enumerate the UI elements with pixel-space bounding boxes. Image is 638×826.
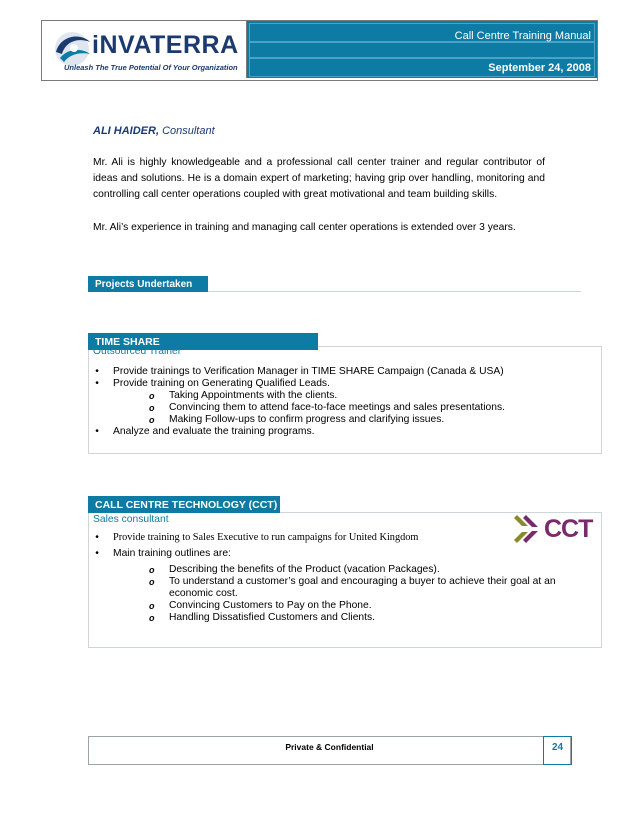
page-footer [88,736,571,765]
timeshare-tab: TIME SHARE [88,333,318,350]
cct-logo-text: CCT [544,515,593,543]
page-number: 24 [551,742,564,753]
author-name: ALI HAIDER, [93,125,159,137]
logo-tagline: Unleash The True Potential Of Your Organization [64,63,238,72]
document-date: September 24, 2008 [488,62,591,74]
author-line [93,125,215,137]
document-title: Call Centre Training Manual [454,30,591,42]
circle-o-icon: o [149,577,155,587]
circle-o-icon: o [149,391,155,401]
projects-rule [208,291,581,292]
profile-paragraph-1: Mr. Ali is highly knowledgeable and a professional call center trainer and regular contributor of ideas and solutions. He is a domain expert of marketing; having grip over handling, monitoring and controlling call center operations coupled with great motivational and team building skills. [93,157,545,200]
header-band [247,21,597,78]
circle-o-icon: o [149,415,155,425]
bullet-dot-icon: • [95,378,99,389]
bullet-dot-icon: • [95,548,99,559]
bullet-dot-icon: • [95,366,99,377]
cct-logo-mark-icon [514,513,542,545]
circle-o-icon: o [149,613,155,623]
page-number-box [543,736,572,765]
company-logo [42,21,247,78]
circle-o-icon: o [149,565,155,575]
circle-o-icon: o [149,601,155,611]
author-role: Consultant [162,125,215,137]
cct-tab: CALL CENTRE TECHNOLOGY (CCT) [88,496,280,513]
logo-wordmark: iNVATERRA [92,31,239,59]
bullet-dot-icon: • [95,426,99,437]
circle-o-icon: o [149,403,155,413]
projects-heading: Projects Undertaken [88,276,208,292]
cct-subtitle: Sales consultant [93,514,169,525]
header-cell-mid [249,42,595,58]
profile-paragraph-2: Mr. Ali’s experience in training and managing call center operations is extended over 3 years. [93,222,516,233]
timeshare-subtitle: Outsourced Trainer [93,346,182,357]
cct-logo [514,513,598,545]
bullet-dot-icon: • [95,532,99,543]
footer-text: Private & Confidential [285,742,374,752]
page-header [41,20,598,81]
